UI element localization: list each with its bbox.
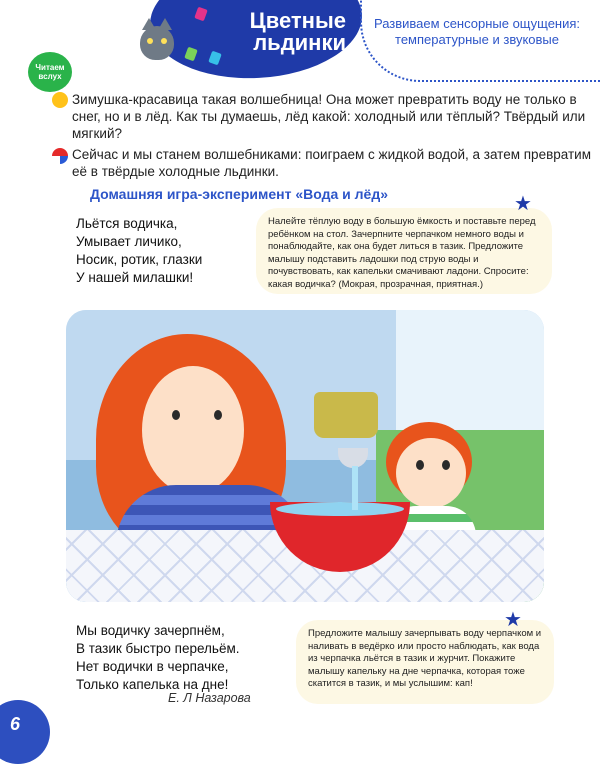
parent-note-2 bbox=[296, 620, 554, 704]
poem-2 bbox=[76, 622, 296, 694]
parent-note-2-text: Предложите малышу зачерпывать воду черпачком и наливать в ведёрко или просто наблюдать, как вода из черпачка льётся в тазик и журчит. Покажите малышу капельку на дне черпачка, которая тоже скатится в тазик, и мы услышим: кап! bbox=[308, 628, 542, 689]
page-number-badge bbox=[0, 700, 50, 764]
page-title: Цветные льдинки bbox=[249, 8, 346, 55]
subtitle: Развиваем сенсорные ощущения: температурные и звуковые bbox=[373, 16, 581, 47]
pot-image bbox=[314, 392, 378, 438]
section-title: Домашняя игра-эксперимент «Вода и лёд» bbox=[90, 186, 389, 202]
poem-line: В тазик быстро перельём. bbox=[76, 641, 240, 656]
page-number: 6 bbox=[10, 714, 21, 734]
star-icon: ★ bbox=[504, 609, 522, 631]
poem-line: У нашей милашки! bbox=[76, 270, 194, 285]
parent-note-1 bbox=[256, 208, 552, 294]
parent-note-1-text: Налейте тёплую воду в большую ёмкость и поставьте перед ребёнком на стол. Зачерпните черпачком немного воды и понаблюдайте, как она будет литься в тазик. Предложите малышу подставить ладошки под струю воды и почувствовать, как капельки смачивают ладони. Спросите: какая водичка? (Мокрая, прозрачная, приятная.) bbox=[268, 216, 536, 290]
smile-icon bbox=[52, 92, 68, 108]
read-aloud-badge: Читаем вслух bbox=[28, 52, 72, 92]
poem-1 bbox=[76, 215, 256, 287]
poem-line: Носик, ротик, глазки bbox=[76, 252, 203, 267]
poem-line: Только капелька на дне! bbox=[76, 677, 229, 692]
kitchen-illustration bbox=[66, 310, 544, 602]
intro-paragraph-2: Сейчас и мы станем волшебниками: поиграем с жидкой водой, а затем превратим её в твёрдые холодные льдинки. bbox=[72, 147, 591, 179]
cat-icon bbox=[140, 26, 174, 60]
poem-line: Нет водички в черпачке, bbox=[76, 659, 229, 674]
star-icon: ★ bbox=[514, 193, 532, 215]
poem-author: Е. Л Назарова bbox=[168, 691, 251, 705]
poem-line: Мы водичку зачерпнём, bbox=[76, 623, 225, 638]
ball-icon bbox=[52, 148, 68, 164]
poem-line: Льётся водичка, bbox=[76, 216, 178, 231]
poem-line: Умывает личико, bbox=[76, 234, 182, 249]
intro-paragraph-1: Зимушка-красавица такая волшебница! Она может превратить воду не только в снег, но и в лёд. Как ты думаешь, лёд какой: холодный или тёплый? Твёрдый или мягкий? bbox=[72, 92, 586, 141]
